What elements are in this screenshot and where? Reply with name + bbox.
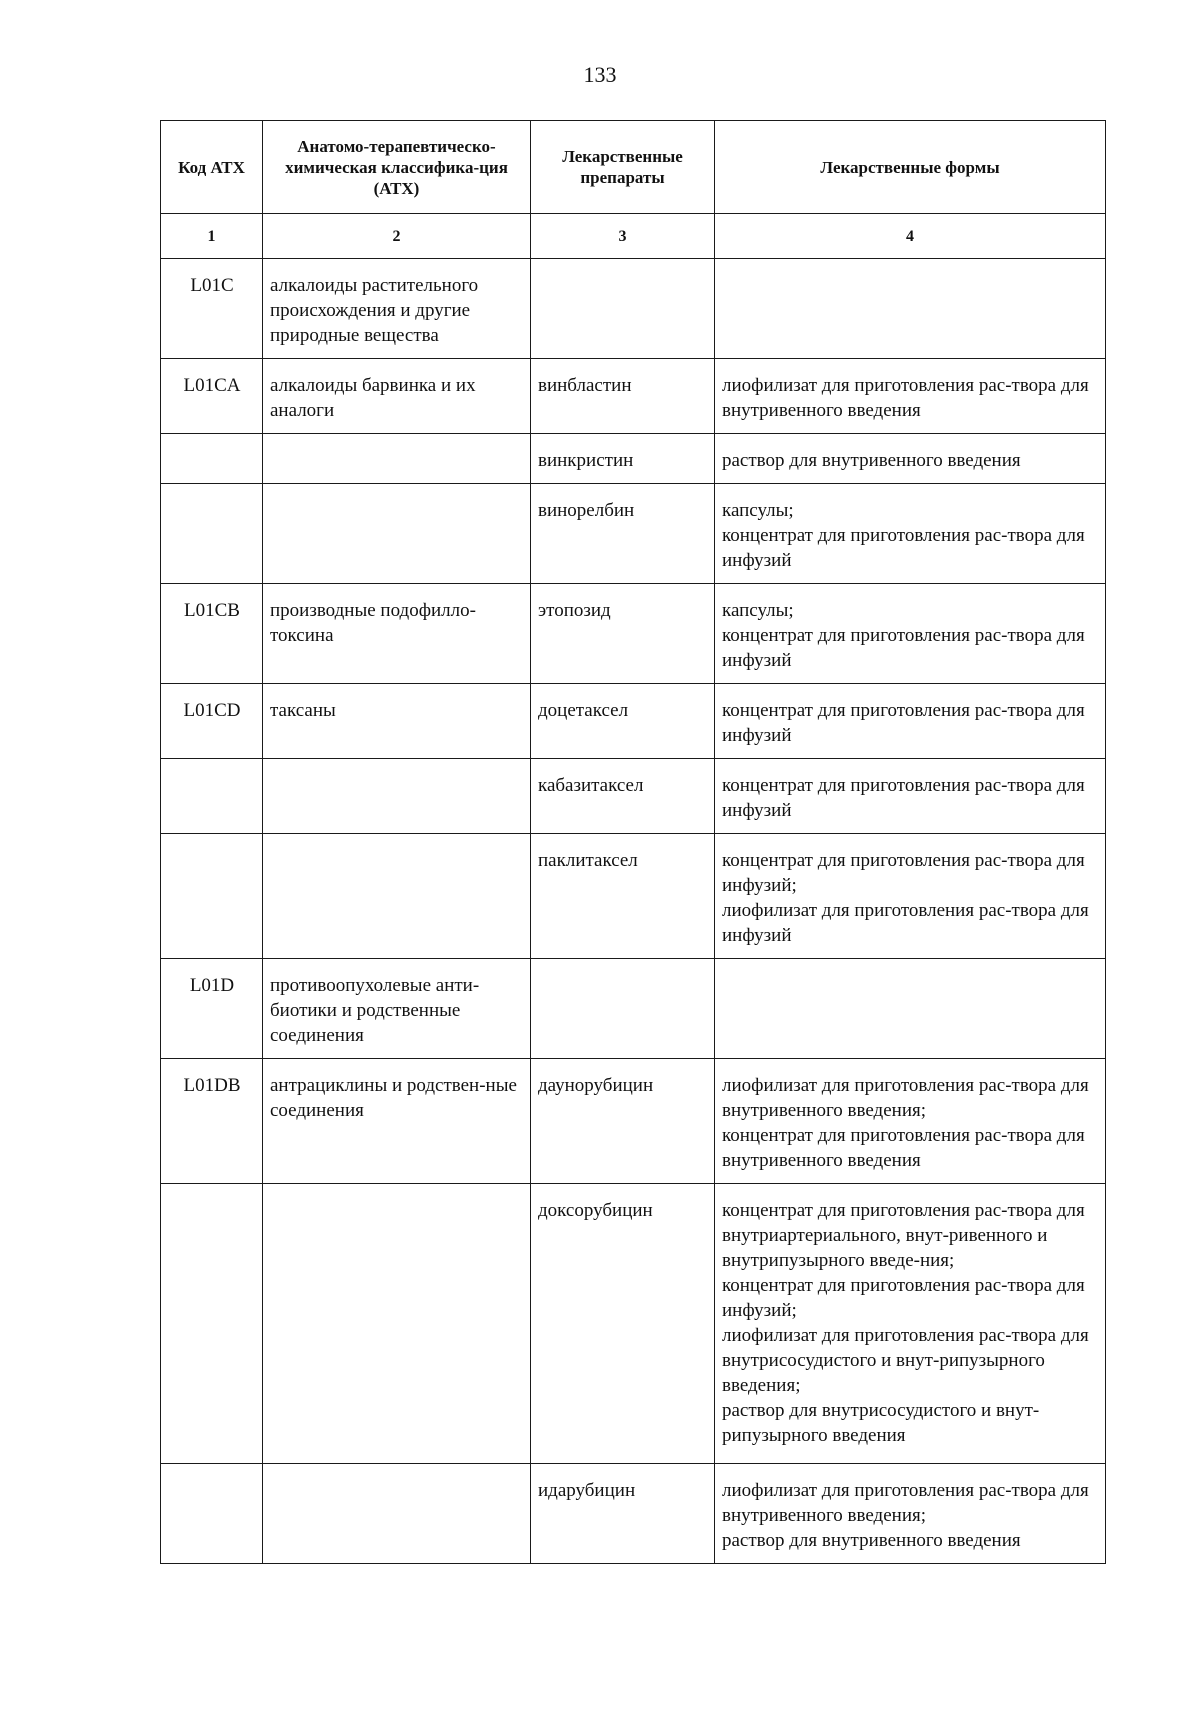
table-row	[161, 259, 1106, 359]
dosage-forms-cell	[715, 759, 1106, 834]
atx-classification-cell	[263, 434, 531, 484]
dosage-forms-cell	[715, 834, 1106, 959]
dosage-forms-cell	[715, 1059, 1106, 1184]
dosage-forms-cell	[715, 359, 1106, 434]
dosage-form-line: концентрат для приготовления рас-твора для инфузий	[722, 625, 1085, 671]
dosage-form-line: концентрат для приготовления рас-твора для инфузий	[722, 700, 1085, 746]
atx-code-cell: L01CB	[161, 584, 263, 684]
header-dosage-forms: Лекарственные формы	[715, 121, 1106, 214]
atx-classification-cell: алкалоиды барвинка и их аналоги	[263, 359, 531, 434]
atx-classification-cell: таксаны	[263, 684, 531, 759]
atx-classification-cell: противоопухолевые анти-биотики и родственные соединения	[263, 959, 531, 1059]
table-row	[161, 959, 1106, 1059]
atx-code-cell	[161, 834, 263, 959]
dosage-form-line: капсулы;	[722, 600, 794, 621]
table-header-row	[161, 121, 1106, 214]
table-row	[161, 834, 1106, 959]
drug-name-cell: даунорубицин	[531, 1059, 715, 1184]
atx-code-cell	[161, 759, 263, 834]
header-drugs: Лекарственные препараты	[531, 121, 715, 214]
dosage-form-line: лиофилизат для приготовления рас-твора для внутривенного введения;	[722, 1480, 1089, 1526]
table-row	[161, 484, 1106, 584]
dosage-forms-cell	[715, 959, 1106, 1059]
column-number: 3	[531, 214, 715, 259]
drug-name-cell: винкристин	[531, 434, 715, 484]
table-row	[161, 359, 1106, 434]
atx-code-cell: L01C	[161, 259, 263, 359]
page-number: 133	[583, 62, 617, 87]
atx-classification-cell	[263, 1464, 531, 1564]
atx-code-cell	[161, 1184, 263, 1464]
table-row	[161, 434, 1106, 484]
atx-code-cell	[161, 434, 263, 484]
drug-name-cell: доксорубицин	[531, 1184, 715, 1464]
dosage-form-line: концентрат для приготовления рас-твора для инфузий;	[722, 1275, 1085, 1321]
table-row	[161, 1464, 1106, 1564]
atx-classification-cell	[263, 1184, 531, 1464]
dosage-form-line: концентрат для приготовления рас-твора для инфузий;	[722, 850, 1085, 896]
atx-code-cell: L01DB	[161, 1059, 263, 1184]
drug-name-cell: кабазитаксел	[531, 759, 715, 834]
drug-name-cell: винорелбин	[531, 484, 715, 584]
dosage-form-line: лиофилизат для приготовления рас-твора для инфузий	[722, 900, 1089, 946]
table-body	[161, 259, 1106, 1564]
drug-name-cell: доцетаксел	[531, 684, 715, 759]
atx-code-cell	[161, 484, 263, 584]
drug-name-cell	[531, 259, 715, 359]
drug-name-cell	[531, 959, 715, 1059]
header-atx-code: Код АТХ	[161, 121, 263, 214]
column-number: 1	[161, 214, 263, 259]
dosage-form-line: концентрат для приготовления рас-твора для внутривенного введения	[722, 1125, 1085, 1171]
header-atx-classification: Анатомо-терапевтическо-химическая классифика-ция (АТХ)	[263, 121, 531, 214]
table-row	[161, 759, 1106, 834]
dosage-forms-cell	[715, 684, 1106, 759]
atx-classification-cell: алкалоиды растительного происхождения и другие природные вещества	[263, 259, 531, 359]
atx-classification-cell: производные подофилло-токсина	[263, 584, 531, 684]
atx-classification-cell: антрациклины и родствен-ные соединения	[263, 1059, 531, 1184]
column-number: 2	[263, 214, 531, 259]
atx-code-cell: L01CD	[161, 684, 263, 759]
dosage-form-line: лиофилизат для приготовления рас-твора для внутрисосудистого и внут-рипузырного введения;	[722, 1325, 1089, 1396]
dosage-form-line: лиофилизат для приготовления рас-твора для внутривенного введения	[722, 375, 1089, 421]
table-row	[161, 1184, 1106, 1464]
drug-name-cell: паклитаксел	[531, 834, 715, 959]
atx-code-cell	[161, 1464, 263, 1564]
table-row	[161, 1059, 1106, 1184]
drug-name-cell: этопозид	[531, 584, 715, 684]
dosage-form-line: концентрат для приготовления рас-твора для инфузий	[722, 525, 1085, 571]
column-number: 4	[715, 214, 1106, 259]
dosage-forms-cell	[715, 584, 1106, 684]
column-number-row	[161, 214, 1106, 259]
dosage-form-line: капсулы;	[722, 500, 794, 521]
drug-name-cell: винбластин	[531, 359, 715, 434]
dosage-form-line: раствор для внутривенного введения	[722, 450, 1021, 471]
dosage-form-line: раствор для внутривенного введения	[722, 1530, 1021, 1551]
dosage-forms-cell	[715, 1184, 1106, 1464]
dosage-forms-cell	[715, 484, 1106, 584]
table-row	[161, 584, 1106, 684]
dosage-forms-cell	[715, 1464, 1106, 1564]
dosage-form-line: лиофилизат для приготовления рас-твора для внутривенного введения;	[722, 1075, 1089, 1121]
drug-name-cell: идарубицин	[531, 1464, 715, 1564]
table-row	[161, 684, 1106, 759]
atx-classification-cell	[263, 834, 531, 959]
atx-classification-cell	[263, 759, 531, 834]
dosage-form-line: концентрат для приготовления рас-твора для внутриартериального, внут-ривенного и внутрипузырного введе-ния;	[722, 1200, 1085, 1271]
dosage-forms-cell	[715, 259, 1106, 359]
atx-code-cell: L01D	[161, 959, 263, 1059]
atx-code-cell: L01CA	[161, 359, 263, 434]
dosage-form-line: раствор для внутрисосудистого и внут-рипузырного введения	[722, 1400, 1040, 1446]
atx-classification-cell	[263, 484, 531, 584]
dosage-forms-cell	[715, 434, 1106, 484]
atx-table	[160, 120, 1106, 1564]
dosage-form-line: концентрат для приготовления рас-твора для инфузий	[722, 775, 1085, 821]
